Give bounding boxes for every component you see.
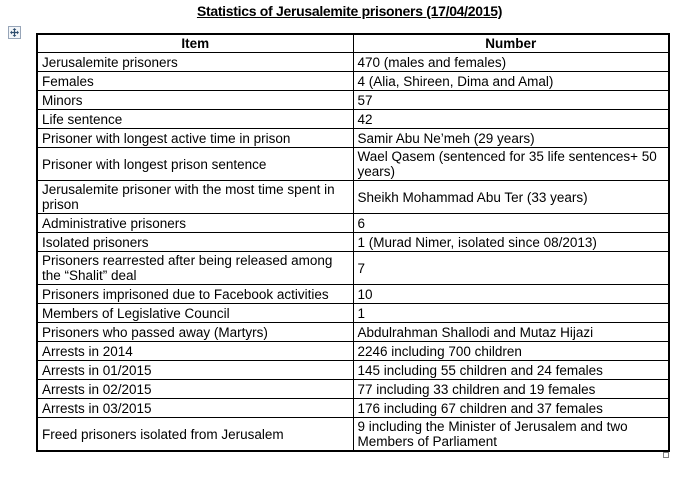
table-header-row xyxy=(37,34,669,53)
item-cell: Arrests in 03/2015 xyxy=(37,399,353,418)
table-row xyxy=(37,399,669,418)
number-cell: 4 (Alia, Shireen, Dima and Amal) xyxy=(353,72,669,91)
number-cell: 2246 including 700 children xyxy=(353,342,669,361)
item-cell: Arrests in 01/2015 xyxy=(37,361,353,380)
table-row xyxy=(37,110,669,129)
column-header-number: Number xyxy=(353,34,669,53)
page-title: Statistics of Jerusalemite prisoners (17/04/2015) xyxy=(196,3,503,19)
number-cell: Sheikh Mohammad Abu Ter (33 years) xyxy=(353,181,669,214)
item-cell: Minors xyxy=(37,91,353,110)
table-row xyxy=(37,181,669,214)
item-cell: Prisoner with longest active time in prison xyxy=(37,129,353,148)
item-cell: Prisoners rearrested after being released among the “Shalit” deal xyxy=(37,252,353,285)
table-resize-handle[interactable] xyxy=(663,452,669,458)
table-row xyxy=(37,233,669,252)
number-cell: Samir Abu Ne’meh (29 years) xyxy=(353,129,669,148)
table-row xyxy=(37,380,669,399)
table-row xyxy=(37,285,669,304)
table-row xyxy=(37,304,669,323)
item-cell: Members of Legislative Council xyxy=(37,304,353,323)
item-cell: Life sentence xyxy=(37,110,353,129)
item-cell: Arrests in 2014 xyxy=(37,342,353,361)
number-cell: 1 (Murad Nimer, isolated since 08/2013) xyxy=(353,233,669,252)
item-cell: Freed prisoners isolated from Jerusalem xyxy=(37,418,353,452)
item-cell: Arrests in 02/2015 xyxy=(37,380,353,399)
table-row xyxy=(37,53,669,72)
item-cell: Isolated prisoners xyxy=(37,233,353,252)
item-cell: Jerusalemite prisoner with the most time spent in prison xyxy=(37,181,353,214)
table-row xyxy=(37,323,669,342)
number-cell: 7 xyxy=(353,252,669,285)
item-cell: Prisoners imprisoned due to Facebook activities xyxy=(37,285,353,304)
table-row xyxy=(37,342,669,361)
table-row xyxy=(37,91,669,110)
table-row xyxy=(37,214,669,233)
prisoners-statistics-table xyxy=(36,33,670,452)
table-move-handle[interactable] xyxy=(8,26,21,39)
table-body xyxy=(37,53,669,452)
table-row xyxy=(37,418,669,452)
table-row xyxy=(37,72,669,91)
number-cell: 176 including 67 children and 37 females xyxy=(353,399,669,418)
number-cell: 57 xyxy=(353,91,669,110)
number-cell: 1 xyxy=(353,304,669,323)
item-cell: Administrative prisoners xyxy=(37,214,353,233)
item-cell: Prisoners who passed away (Martyrs) xyxy=(37,323,353,342)
table-row xyxy=(37,129,669,148)
table-row xyxy=(37,148,669,181)
table-row xyxy=(37,252,669,285)
table-row xyxy=(37,361,669,380)
number-cell: Wael Qasem (sentenced for 35 life sentences+ 50 years) xyxy=(353,148,669,181)
number-cell: 42 xyxy=(353,110,669,129)
number-cell: Abdulrahman Shallodi and Mutaz Hijazi xyxy=(353,323,669,342)
number-cell: 9 including the Minister of Jerusalem and two Members of Parliament xyxy=(353,418,669,452)
item-cell: Prisoner with longest prison sentence xyxy=(37,148,353,181)
item-cell: Females xyxy=(37,72,353,91)
number-cell: 470 (males and females) xyxy=(353,53,669,72)
number-cell: 77 including 33 children and 19 females xyxy=(353,380,669,399)
column-header-item: Item xyxy=(37,34,353,53)
item-cell: Jerusalemite prisoners xyxy=(37,53,353,72)
number-cell: 6 xyxy=(353,214,669,233)
number-cell: 145 including 55 children and 24 females xyxy=(353,361,669,380)
number-cell: 10 xyxy=(353,285,669,304)
move-icon xyxy=(10,28,19,37)
